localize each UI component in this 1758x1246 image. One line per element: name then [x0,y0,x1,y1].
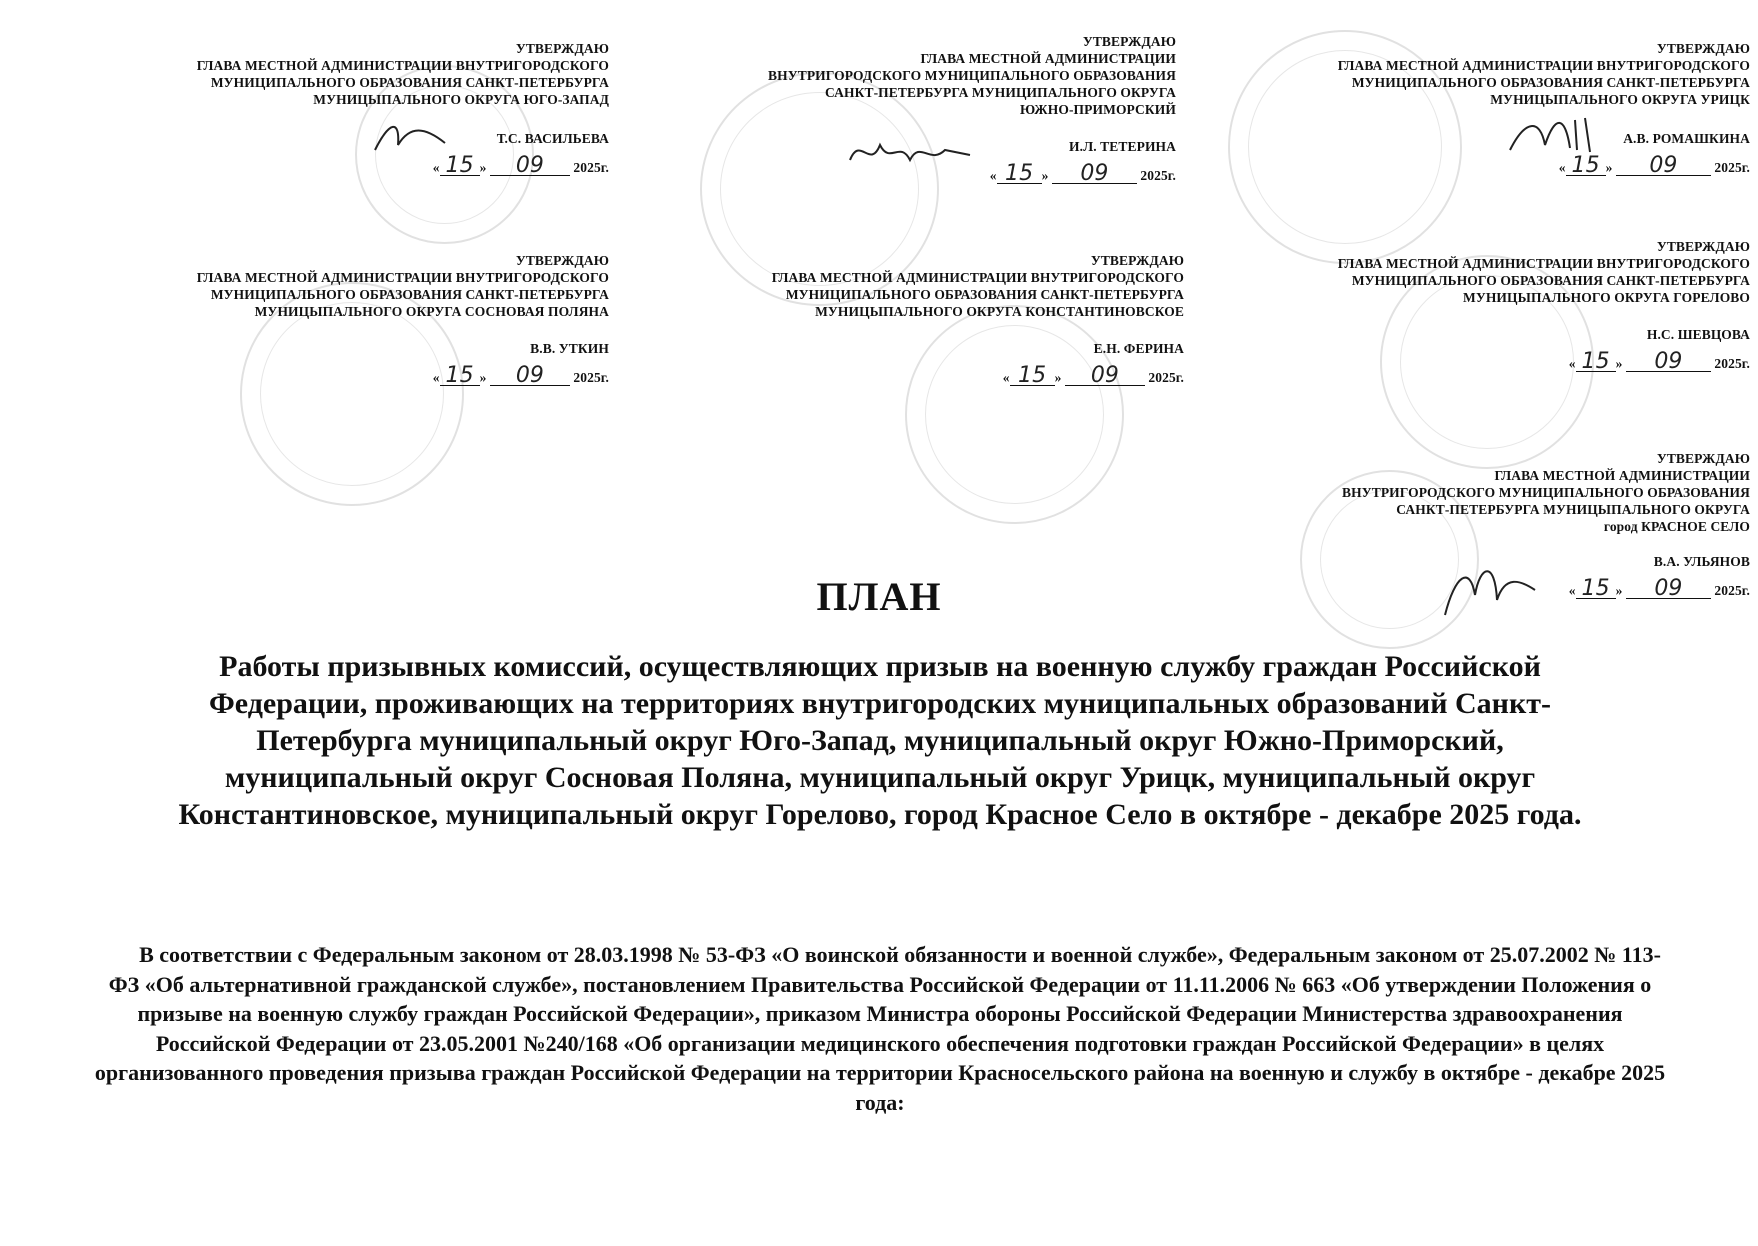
approval-title-line: МУНИЦИПАЛЬНОГО ОБРАЗОВАНИЯ САНКТ-ПЕТЕРБУРГА [1351,75,1750,90]
approval-year: 2025г. [1714,160,1750,175]
approval-title-line: МУНИЦЫПАЛЬНОГО ОКРУГА СОСНОВАЯ ПОЛЯНА [254,304,609,319]
approval-header: УТВЕРЖДАЮ [1090,253,1184,268]
approval-title-line: ГЛАВА МЕСТНОЙ АДМИНИСТРАЦИИ ВНУТРИГОРОДСКОГО [196,270,609,285]
approval-title-line: ГЛАВА МЕСТНОЙ АДМИНИСТРАЦИИ ВНУТРИГОРОДСКОГО [771,270,1184,285]
document-title: ПЛАН [816,574,942,619]
approval-year: 2025г. [1140,168,1176,183]
approver-name: А.В. РОМАШКИНА [1623,131,1750,146]
approval-title-line: город КРАСНОЕ СЕЛО [1603,519,1750,534]
approval-header: УТВЕРЖДАЮ [1082,34,1176,49]
approval-month: 09 [1616,157,1711,176]
approval-day: 15 [440,157,480,176]
approval-date: « 15 » 09 2025г. [1558,153,1750,178]
approval-title-line: МУНИЦИПАЛЬНОГО ОБРАЗОВАНИЯ САНКТ-ПЕТЕРБУРГА [785,287,1184,302]
document-body [90,940,1670,1117]
approval-date: « 15 » 09 2025г. [1568,349,1750,374]
approval-title-line: МУНИЦЫПАЛЬНОГО ОКРУГА КОНСТАНТИНОВСКОЕ [815,304,1184,319]
approval-header: УТВЕРЖДАЮ [1656,239,1750,254]
approval-block-yugo-zapad [197,40,609,176]
approval-block-sosnovaya-polyana [197,252,609,386]
approval-title-line: ВНУТРИГОРОДСКОГО МУНИЦИПАЛЬНОГО ОБРАЗОВАНИЯ [1342,485,1750,500]
approval-title-line: МУНИЦЫПАЛЬНОГО ОКРУГА УРИЦК [1490,92,1750,107]
approval-title-line: ВНУТРИГОРОДСКОГО МУНИЦИПАЛЬНОГО ОБРАЗОВАНИЯ [768,68,1176,83]
approval-day: 15 [1576,353,1616,372]
approver-name: Н.С. ШЕВЦОВА [1646,327,1750,342]
approval-title-line: ГЛАВА МЕСТНОЙ АДМИНИСТРАЦИИ [920,51,1176,66]
approval-day: 15 [1576,580,1616,599]
approver-name: Е.Н. ФЕРИНА [1093,341,1184,356]
approval-title-line: МУНИЦИПАЛЬНОГО ОБРАЗОВАНИЯ САНКТ-ПЕТЕРБУРГА [1351,273,1750,288]
approval-year: 2025г. [573,370,609,385]
approval-title-line: ЮЖНО-ПРИМОРСКИЙ [1019,102,1176,117]
approval-title-line: МУНИЦЫПАЛЬНОГО ОКРУГА ГОРЕЛОВО [1462,290,1750,305]
approver-name: И.Л. ТЕТЕРИНА [1069,139,1176,154]
approval-title-line: МУНИЦЫПАЛЬНОГО ОКРУГА ЮГО-ЗАПАД [313,92,609,107]
approval-header: УТВЕРЖДАЮ [1656,451,1750,466]
approval-header: УТВЕРЖДАЮ [1656,41,1750,56]
approval-block-gorelovo [1338,238,1750,372]
approval-day: 15 [440,367,480,386]
approval-title-line: ГЛАВА МЕСТНОЙ АДМИНИСТРАЦИИ ВНУТРИГОРОДСКОГО [1337,58,1750,73]
approval-month: 09 [1626,580,1711,599]
approval-block-konstantinovskoe [772,252,1184,386]
approval-date: « 15 » 09 2025г. [1002,363,1184,388]
approval-header: УТВЕРЖДАЮ [515,253,609,268]
approver-name: Т.С. ВАСИЛЬЕВА [496,131,609,146]
approval-month: 09 [1626,353,1711,372]
approval-title-line: МУНИЦИПАЛЬНОГО ОБРАЗОВАНИЯ САНКТ-ПЕТЕРБУРГА [210,75,609,90]
approval-month: 09 [1065,367,1145,386]
approval-title-line: САНКТ-ПЕТЕРБУРГА МУНИЦЫПАЛЬНОГО ОКРУГА [1396,502,1750,517]
approval-header: УТВЕРЖДАЮ [515,41,609,56]
approver-name: В.В. УТКИН [530,341,609,356]
approval-date: « 15 » 09 2025г. [1568,576,1750,601]
approval-block-uritsk [1338,40,1750,176]
approval-title-line: ГЛАВА МЕСТНОЙ АДМИНИСТРАЦИИ ВНУТРИГОРОДСКОГО [1337,256,1750,271]
approval-year: 2025г. [1148,370,1184,385]
approval-date: « 15 » 09 2025г. [432,153,609,178]
approval-year: 2025г. [1714,356,1750,371]
approver-name: В.А. УЛЬЯНОВ [1653,554,1750,569]
approval-month: 09 [1052,165,1137,184]
approval-day: 15 [1566,157,1606,176]
approval-date: « 15 » 09 2025г. [989,161,1176,186]
body-paragraph: В соответствии с Федеральным законом от 28.03.1998 № 53-ФЗ «О воинской обязанности и военной службе», Федеральным законом от 25.07.2002 № 113-ФЗ «Об альтернативной гражданской службе», постановлением Правительства Российской Федерации от 11.11.2006 № 663 «Об утверждении Положения о призыве на военную службу граждан Российской Федерации», приказом Министра обороны Российской Федерации Министерства здравоохранения Российской Федерации от 23.05.2001 №240/168 «Об организации медицинского обеспечения подготовки граждан Российской Федерации» в целях организованного проведения призыва граждан Российской Федерации на территории Красносельского района на военную и службу в октябре - декабре 2025 года: [94,942,1666,1115]
approval-month: 09 [490,367,570,386]
approval-day: 15 [1010,367,1055,386]
approval-month: 09 [490,157,570,176]
approval-title-line: ГЛАВА МЕСТНОЙ АДМИНИСТРАЦИИ [1494,468,1750,483]
approval-year: 2025г. [1714,583,1750,598]
approval-title-line: МУНИЦИПАЛЬНОГО ОБРАЗОВАНИЯ САНКТ-ПЕТЕРБУРГА [210,287,609,302]
approval-year: 2025г. [573,160,609,175]
approval-title-line: САНКТ-ПЕТЕРБУРГА МУНИЦИПАЛЬНОГО ОКРУГА [824,85,1176,100]
approval-day: 15 [997,165,1042,184]
approval-date: « 15 » 09 2025г. [432,363,609,388]
approval-block-yuzhno-primorsky [768,33,1176,184]
approval-title-line: ГЛАВА МЕСТНОЙ АДМИНИСТРАЦИИ ВНУТРИГОРОДСКОГО [196,58,609,73]
document-subtitle: Работы призывных комиссий, осуществляющих призыв на военную службу граждан Российской Федерации, проживающих на территориях внутригородских муниципальных образований Санкт-Петербурга муниципальный округ Юго-Запад, муниципальный округ Южно-Приморский, муниципальный округ Сосновая Поляна, муниципальный округ Урицк, муниципальный округ Константиновское, муниципальный округ Горелово, город Красное Село в октябре - декабре 2025 года. [178,650,1582,831]
